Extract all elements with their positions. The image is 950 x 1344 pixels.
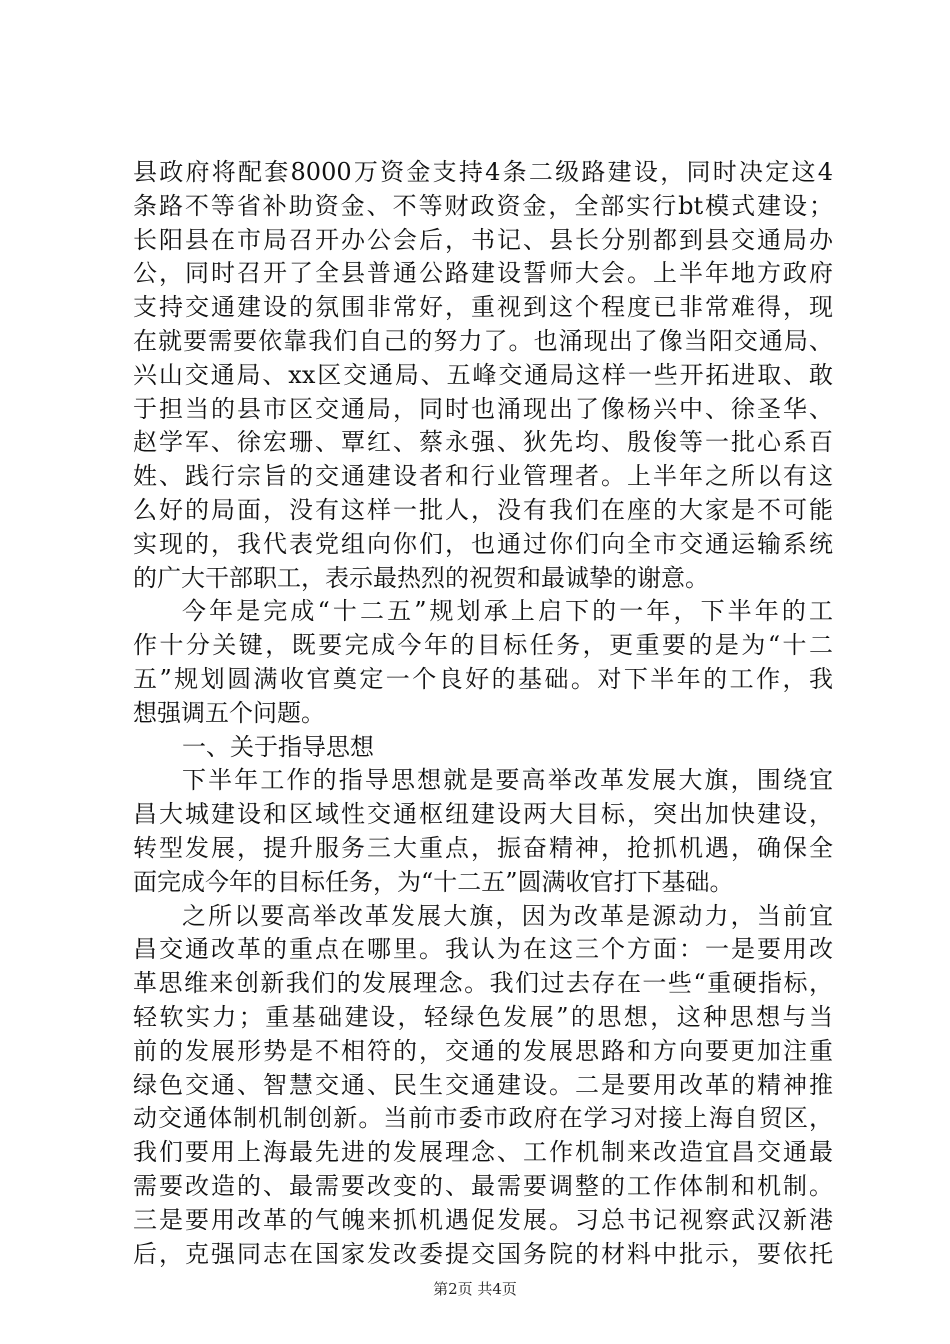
- text-line: 么好的局面，没有这样一批人，没有我们在座的大家是不可能: [133, 495, 833, 524]
- text-line: 我们要用上海最先进的发展理念、工作机制来改造宜昌交通最: [133, 1138, 833, 1167]
- text-line: 于担当的县市区交通局，同时也涌现出了像杨兴中、徐圣华、: [133, 394, 833, 423]
- text-line: 赵学军、徐宏珊、覃红、蔡永强、狄先均、殷俊等一批心系百: [133, 428, 833, 457]
- text-line: 今年是完成“十二五”规划承上启下的一年，下半年的工: [182, 597, 833, 626]
- text-line: 作十分关键，既要完成今年的目标任务，更重要的是为“十二: [133, 631, 833, 660]
- text-line: 一、关于指导思想: [182, 732, 374, 761]
- text-line: 姓、践行宗旨的交通建设者和行业管理者。上半年之所以有这: [133, 462, 833, 491]
- text-line: 前的发展形势是不相符的，交通的发展思路和方向要更加注重: [133, 1036, 833, 1065]
- text-line: 昌大城建设和区域性交通枢纽建设两大目标，突出加快建设，: [133, 800, 833, 829]
- text-line: 需要改造的、最需要改变的、最需要调整的工作体制和机制。: [133, 1171, 833, 1200]
- text-line: 后，克强同志在国家发改委提交国务院的材料中批示，要依托: [133, 1239, 833, 1268]
- text-line: 实现的，我代表党组向你们，也通过你们向全市交通运输系统: [133, 529, 833, 558]
- text-line: 兴山交通局、xx区交通局、五峰交通局这样一些开拓进取、敢: [133, 360, 833, 389]
- text-line: 公，同时召开了全县普通公路建设誓师大会。上半年地方政府: [133, 259, 833, 288]
- text-line: 革思维来创新我们的发展理念。我们过去存在一些“重硬指标，: [133, 969, 833, 998]
- text-line: 条路不等省补助资金、不等财政资金，全部实行bt模式建设；: [133, 191, 833, 220]
- text-line: 支持交通建设的氛围非常好，重视到这个程度已非常难得，现: [133, 293, 833, 322]
- text-line: 想强调五个问题。: [133, 698, 325, 727]
- text-line: 昌交通改革的重点在哪里。我认为在这三个方面：一是要用改: [133, 935, 833, 964]
- text-line: 县政府将配套8000万资金支持4条二级路建设，同时决定这4: [133, 158, 833, 186]
- text-line: 面完成今年的目标任务，为“十二五”圆满收官打下基础。: [133, 867, 734, 896]
- text-line: 三是要用改革的气魄来抓机遇促发展。习总书记视察武汉新港: [133, 1205, 833, 1234]
- text-line: 之所以要高举改革发展大旗，因为改革是源动力，当前宜: [182, 901, 833, 930]
- text-line: 下半年工作的指导思想就是要高举改革发展大旗，围绕宜: [182, 766, 833, 795]
- text-line: 动交通体制机制创新。当前市委市政府在学习对接上海自贸区，: [133, 1104, 833, 1133]
- text-line: 转型发展，提升服务三大重点，振奋精神，抢抓机遇，确保全: [133, 833, 833, 862]
- text-line: 绿色交通、智慧交通、民生交通建设。二是要用改革的精神推: [133, 1070, 833, 1099]
- text-line: 五”规划圆满收官奠定一个良好的基础。对下半年的工作，我: [133, 664, 833, 693]
- text-line: 的广大干部职工，表示最热烈的祝贺和最诚挚的谢意。: [133, 563, 709, 592]
- page-footer: 第2页 共4页: [433, 1280, 517, 1298]
- body-text: [133, 156, 833, 1271]
- text-line: 轻软实力；重基础建设，轻绿色发展”的思想，这种思想与当: [133, 1002, 833, 1031]
- text-line: 在就要需要依靠我们自己的努力了。也涌现出了像当阳交通局、: [133, 326, 833, 355]
- text-line: 长阳县在市局召开办公会后，书记、县长分别都到县交通局办: [133, 225, 833, 254]
